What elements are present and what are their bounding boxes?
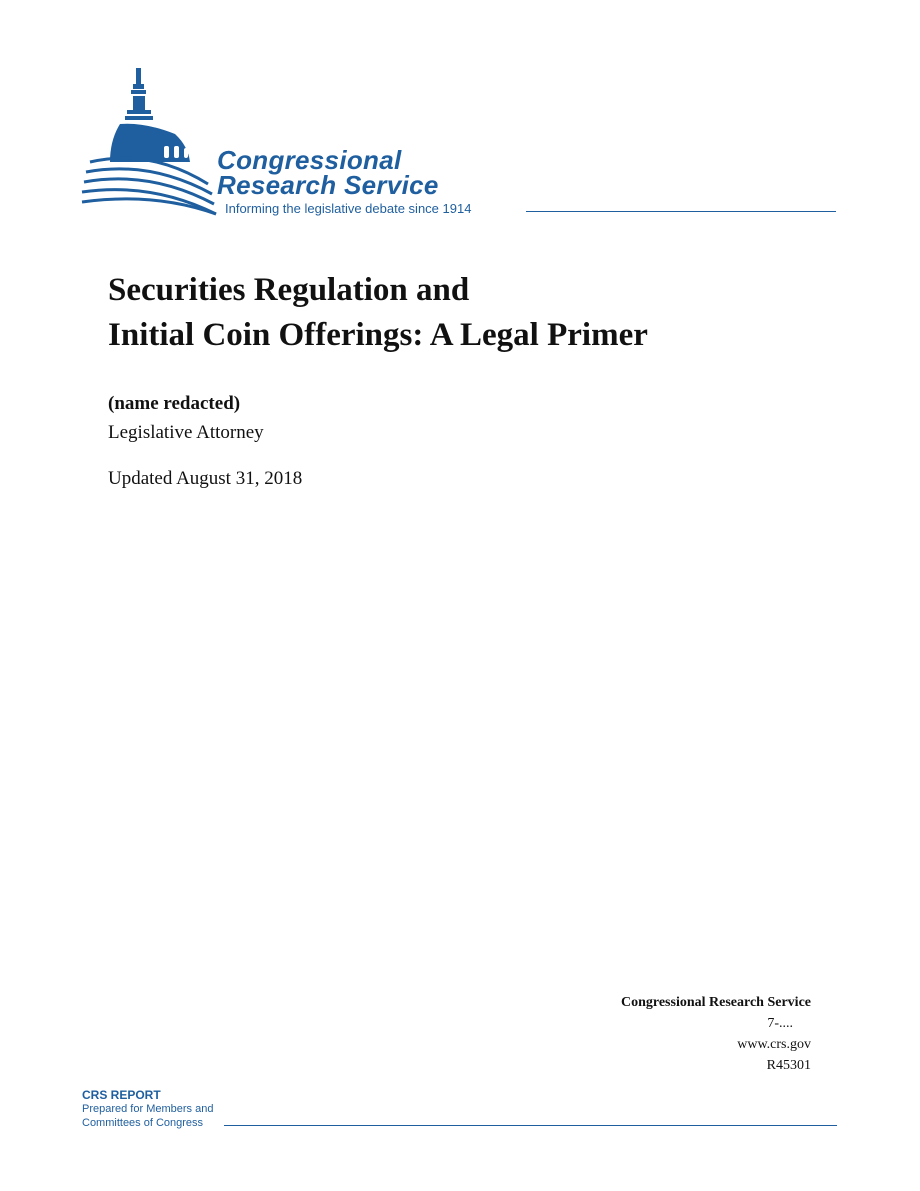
author-name: (name redacted)	[108, 393, 241, 414]
report-title-line1: Securities Regulation and	[108, 272, 470, 308]
report-title-line2: Initial Coin Offerings: A Legal Primer	[108, 317, 648, 353]
crs-logo	[80, 66, 840, 226]
report-number: R45301	[766, 1058, 811, 1073]
capitol-dome-icon	[80, 66, 220, 226]
footer-label: CRS REPORT	[82, 1088, 161, 1102]
logo-tagline: Informing the legislative debate since 1914	[225, 201, 472, 216]
logo-wordmark-line2: Research Service	[217, 170, 439, 200]
publisher-code: 7-....	[767, 1016, 793, 1031]
logo-divider	[526, 211, 836, 212]
footer-divider	[224, 1125, 837, 1126]
publisher-name: Congressional Research Service	[620, 995, 811, 1010]
logo-wordmark-line1: Congressional	[217, 145, 402, 175]
publisher-block	[621, 992, 811, 1076]
report-date: Updated August 31, 2018	[108, 468, 303, 489]
author-role: Legislative Attorney	[108, 422, 264, 443]
footer-line2: Committees of Congress	[82, 1117, 204, 1129]
crs-report-footer	[82, 1088, 837, 1132]
footer-line1: Prepared for Members and	[82, 1103, 214, 1115]
report-title	[108, 268, 648, 358]
publisher-url[interactable]: www.crs.gov	[737, 1037, 811, 1052]
